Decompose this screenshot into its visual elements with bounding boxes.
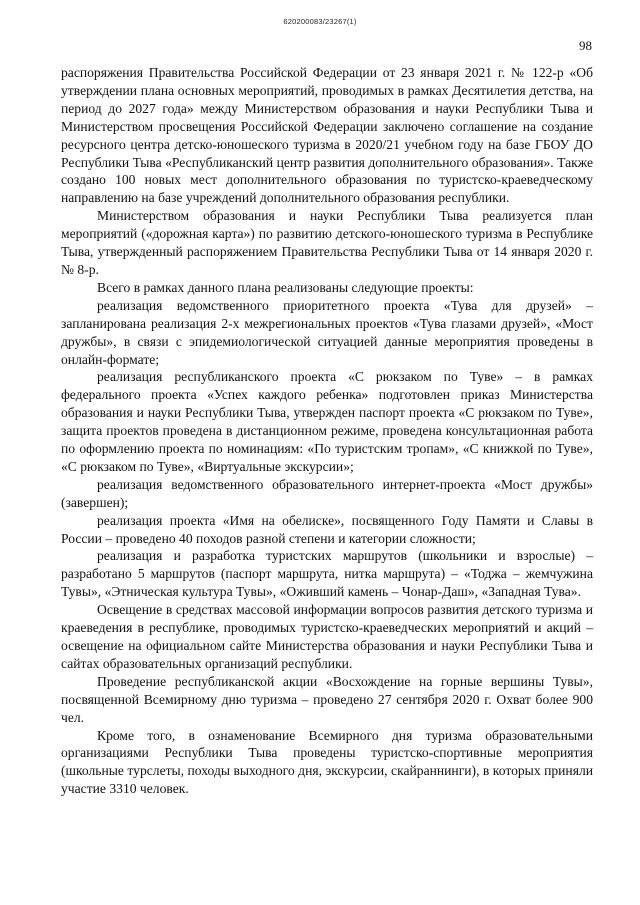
paragraph: реализация и разработка туристских маршрутов (школьники и взрослые) – разработано 5 маршрутов (паспорт маршрута, нитка маршрута) – «Тоджа – жемчужина Тувы», «Этническая культура Тувы», «Оживший камень – Чонар-Даш», «Западная Тува». — [61, 548, 593, 600]
page-number: 98 — [579, 38, 592, 53]
document-body — [61, 64, 593, 798]
paragraph: Освещение в средствах массовой информации вопросов развития детского туризма и краеведения в республике, проводимых туристско-краеведческих мероприятий и акций – освещение на официальном сайте Министерства образования и науки Республики Тыва и сайтах образовательных организаций республики. — [61, 602, 593, 671]
paragraph: Всего в рамках данного плана реализованы следующие проекты: — [97, 279, 474, 295]
document-id: 620200083/23267(1) — [283, 17, 357, 26]
paragraph: Министерством образования и науки Республики Тыва реализуется план мероприятий («дорожная карта») по развитию детского-юношеского туризма в Республике Тыва, утвержденный распоряжением Правительства Республики Тыва от 14 января 2020 г. № 8-р. — [61, 208, 593, 277]
paragraph: реализация республиканского проекта «С рюкзаком по Туве» – в рамках федерального проекта «Успех каждого ребенка» подготовлен приказ Министерства образования и науки Республики Тыва, утвержден паспорт проекта «С рюкзаком по Туве», защита проектов проведена в дистанционном режиме, проведена консультационная работа по оформлению проекта по номинациям: «По туристским тропам», «С книжкой по Туве», «С рюкзаком по Туве», «Виртуальные экскурсии»; — [61, 369, 593, 474]
paragraph: распоряжения Правительства Российской Федерации от 23 января 2021 г. № 122-р «Об утверждении плана основных мероприятий, проводимых в рамках Десятилетия детства, на период до 2027 года» между Министерством образования и науки Республики Тыва и Министерством просвещения Российской Федерации заключено соглашение на создание ресурсного центра детско-юношеского туризма в 2020/21 учебном году на базе ГБОУ ДО Республики Тыва «Республиканский центр развития дополнительного образования». Также создано 100 новых мест дополнительного образования по туристско-краеведческому направлению на базе учреждений дополнительного образования республики. — [61, 65, 593, 206]
paragraph: реализация ведомственного образовательного интернет-проекта «Мост дружбы» (завершен); — [61, 476, 593, 510]
paragraph: реализация ведомственного приоритетного проекта «Тува для друзей» – запланирована реализация 2-х межрегиональных проектов «Тува глазами друзей», «Мост дружбы», в связи с эпидемиологической ситуацией данные мероприятия проведены в онлайн-формате; — [61, 297, 593, 367]
paragraph: реализация проекта «Имя на обелиске», посвященного Году Памяти и Славы в России – проведено 40 походов разной степени и категории сложности; — [61, 512, 593, 546]
paragraph: Проведение республиканской акции «Восхождение на горные вершины Тувы», посвященной Всемирному дню туризма – проведено 27 сентября 2020 г. Охват более 900 чел. — [61, 673, 593, 725]
paragraph: Кроме того, в ознаменование Всемирного дня туризма образовательными организациями Республики Тыва проведены туристско-спортивные мероприятия (школьные турслеты, походы выходного дня, экскурсии, скайраннинги), в которых приняли участие 3310 человек. — [61, 727, 593, 797]
